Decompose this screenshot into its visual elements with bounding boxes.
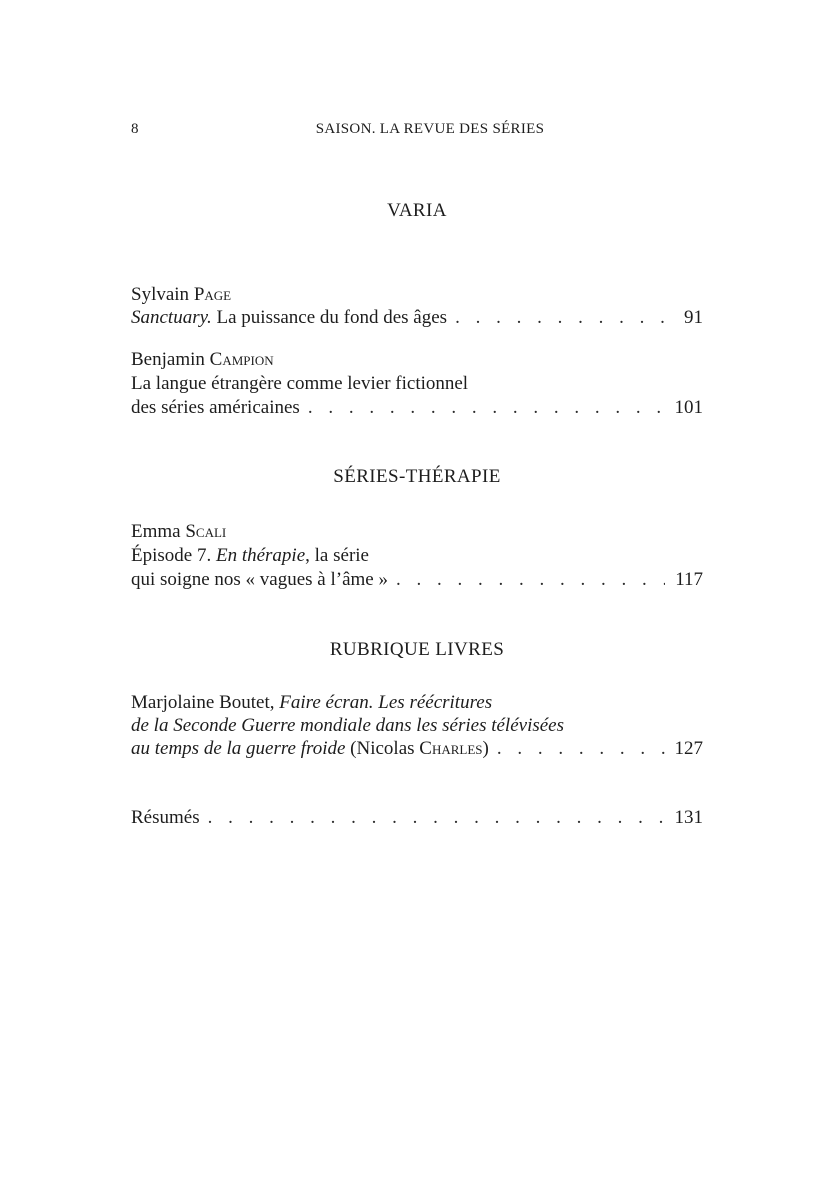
page-reference: 101 [674, 397, 703, 418]
reviewer-last-name: Charles [419, 738, 483, 759]
entry-title-italic: En thérapie [215, 545, 306, 566]
reviewer-prefix: (Nicolas [350, 738, 415, 759]
dot-leader [308, 396, 665, 420]
entry-title-line: La langue étrangère comme levier fictionnel [131, 373, 469, 394]
entry-title-italic: Sanctuary. [131, 307, 212, 328]
entry-title-rest: La puissance du fond des âges [216, 307, 448, 328]
book-title-italic: au temps de la guerre froide [131, 738, 346, 759]
entry-title: Résumés [131, 807, 200, 828]
toc-author [131, 283, 703, 307]
page-reference: 131 [674, 807, 703, 828]
reviewer-suffix: ) [482, 738, 489, 759]
toc-entry-summaries[interactable] [131, 806, 703, 830]
entry-title: des séries américaines [131, 397, 300, 418]
entry-title-line: de la Seconde Guerre mondiale dans les séries télévisées [131, 715, 565, 736]
page-reference: 127 [674, 738, 703, 759]
toc-entry[interactable] [131, 568, 703, 592]
toc-entry[interactable] [131, 306, 703, 330]
page-reference: 91 [684, 307, 703, 328]
author-last-name: Page [193, 284, 232, 305]
toc-entry[interactable] [131, 737, 703, 761]
author-last-name: Scali [185, 521, 227, 542]
author-first-name: Sylvain [131, 284, 190, 305]
section-title-rubrique-livres: RUBRIQUE LIVRES [329, 639, 505, 660]
book-author: Marjolaine Boutet, [131, 692, 275, 713]
entry-title-suffix: , la série [305, 545, 369, 566]
section-title-varia: VARIA [387, 200, 447, 221]
section-title-series-therapie: SÉRIES-THÉRAPIE [333, 466, 501, 487]
page-number: 8 [131, 121, 139, 137]
running-head: SAISON. LA REVUE DES SÉRIES [315, 121, 545, 137]
entry-title [131, 737, 489, 761]
entry-title-line [131, 691, 703, 715]
page-reference: 117 [675, 569, 703, 590]
entry-title [131, 306, 447, 330]
entry-title: qui soigne nos « vagues à l’âme » [131, 569, 388, 590]
book-title-italic: Faire écran. Les réécritures [279, 692, 493, 713]
dot-leader [208, 806, 665, 830]
dot-leader [396, 568, 665, 592]
dot-leader [455, 306, 674, 330]
toc-author [131, 520, 703, 544]
toc-author [131, 348, 703, 372]
author-first-name: Benjamin [131, 349, 205, 370]
entry-title-prefix: Épisode 7. [131, 545, 212, 566]
entry-title-line [131, 544, 703, 568]
author-first-name: Emma [131, 521, 181, 542]
dot-leader [497, 737, 665, 761]
author-last-name: Campion [209, 349, 274, 370]
toc-entry[interactable] [131, 396, 703, 420]
